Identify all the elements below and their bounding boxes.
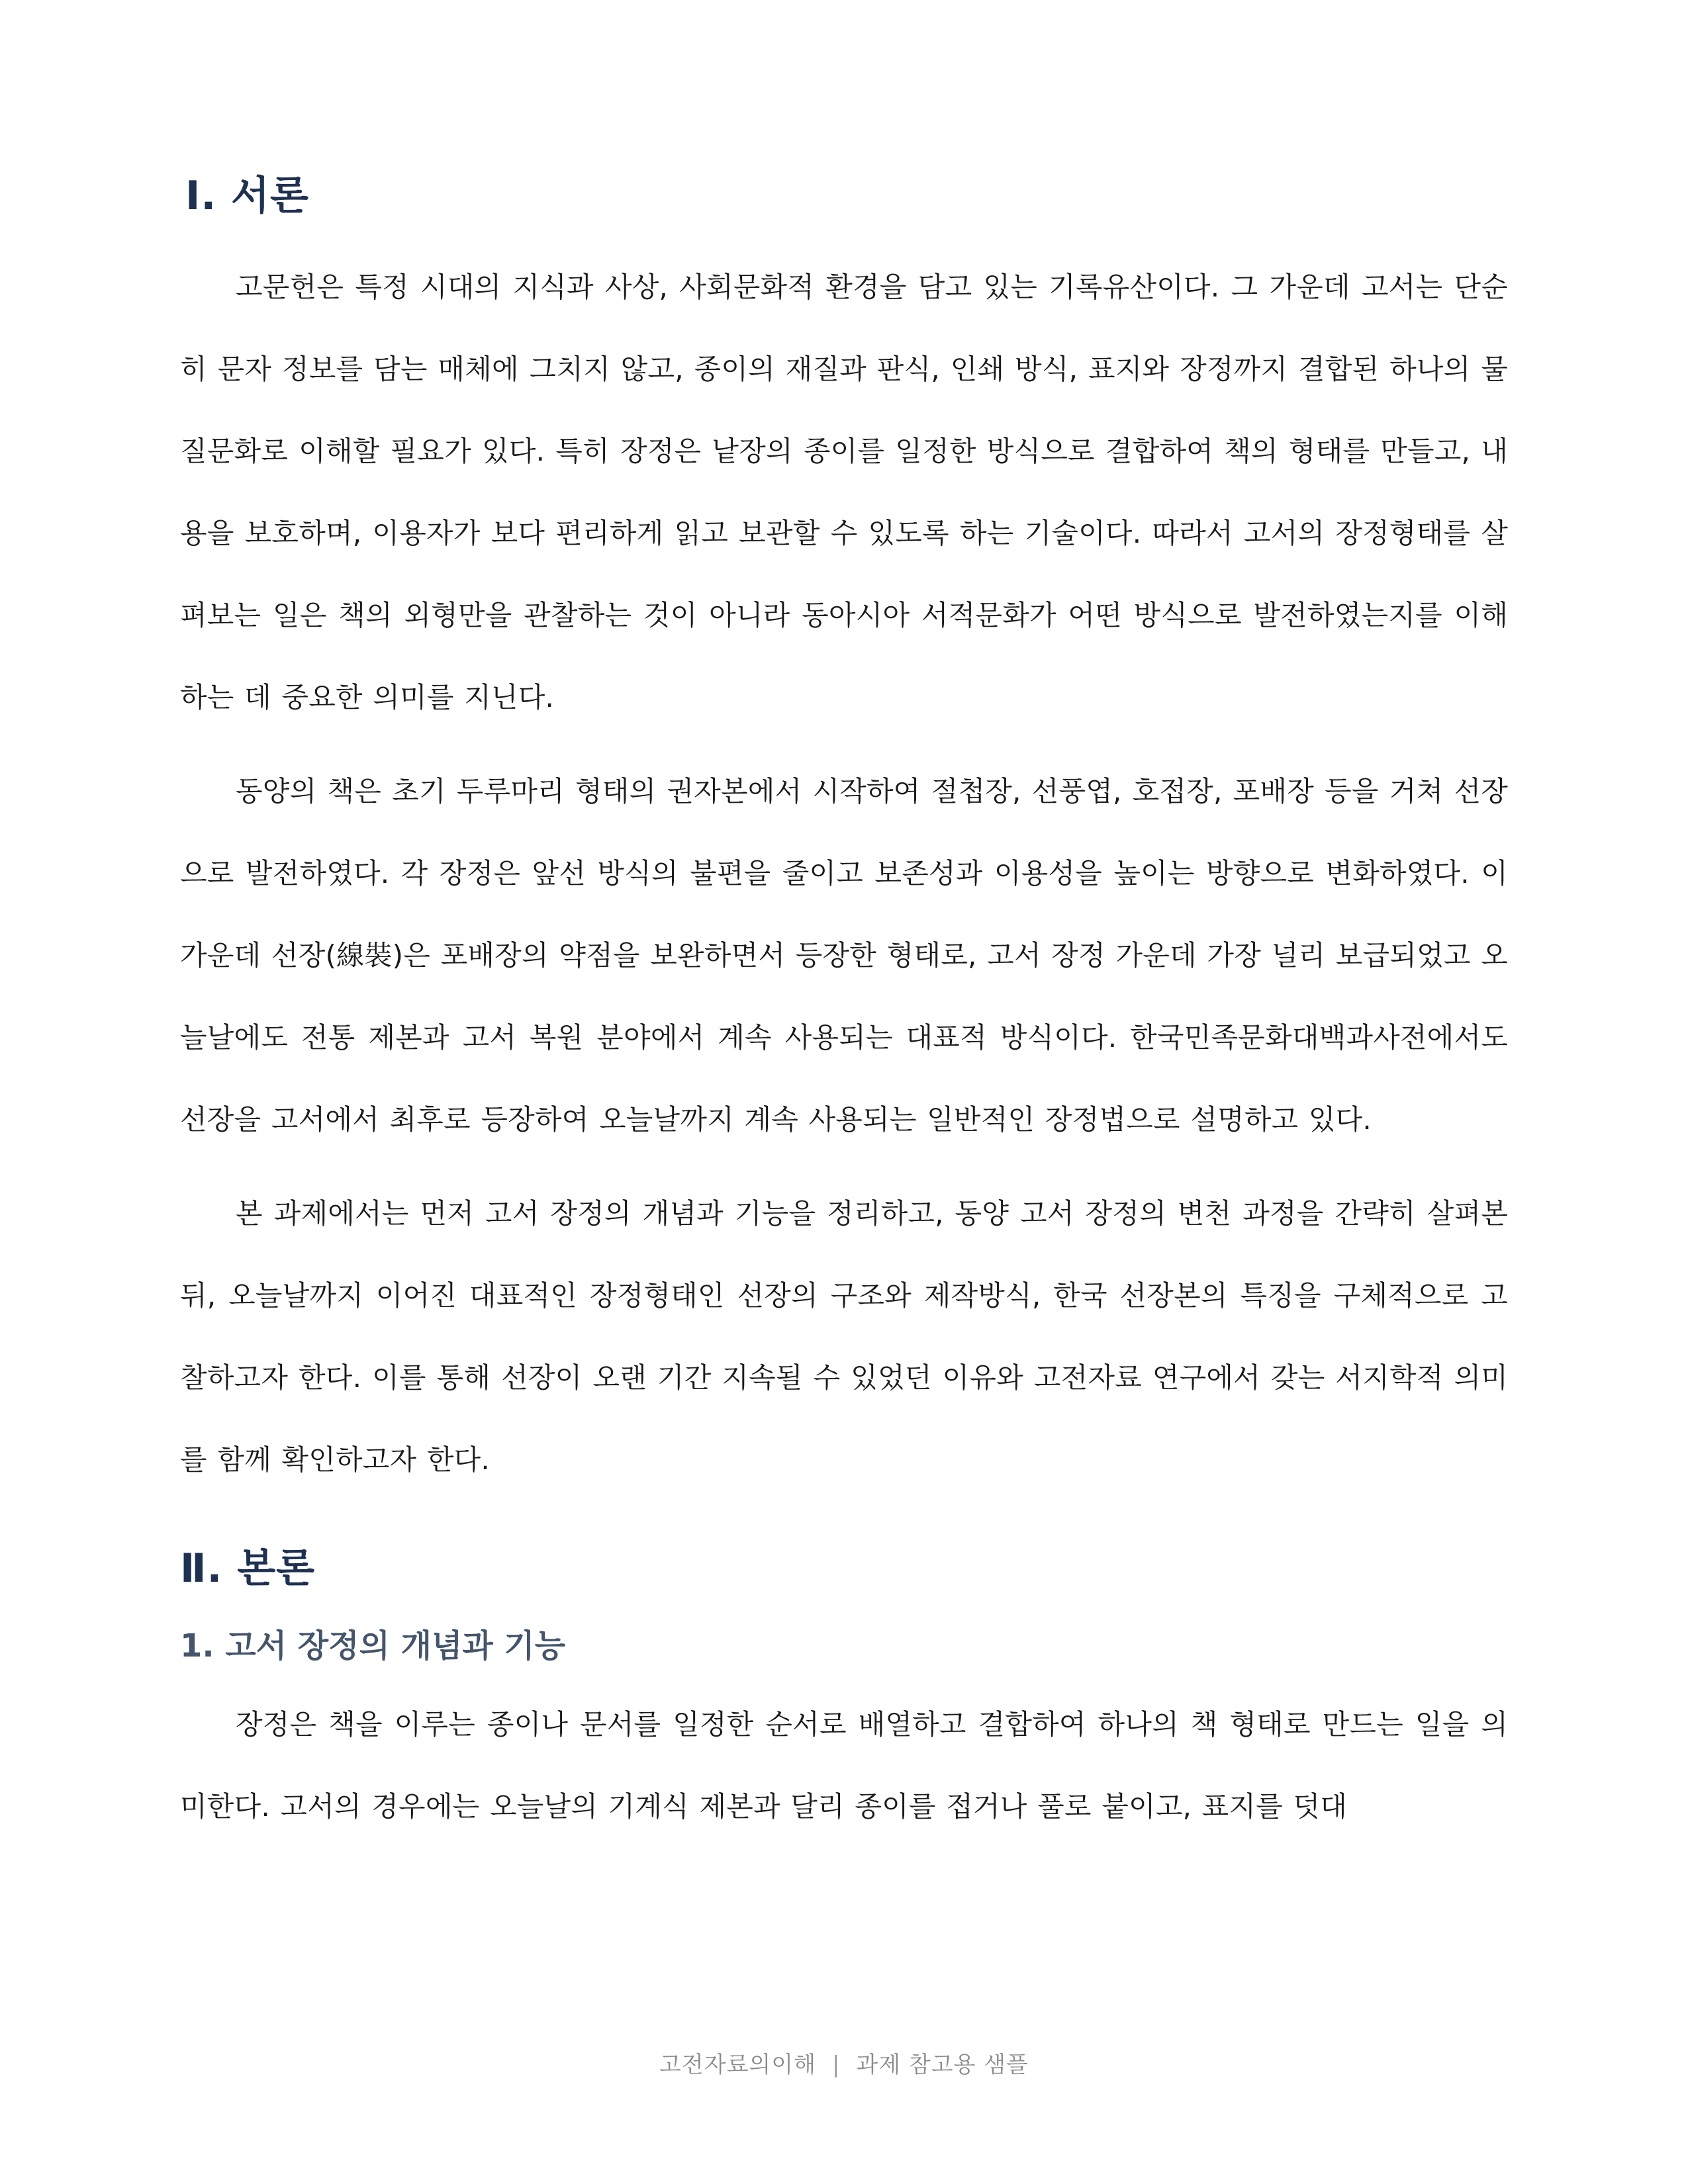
document-body [180,159,1508,1860]
footer-note: 과제 참고용 샘플 [856,2052,1029,2078]
main-paragraph-1: 장정은 책을 이루는 종이나 문서를 일정한 순서로 배열하고 결합하여 하나의 책 형태로 만드는 일을 의미한다. 고서의 경우에는 오늘날의 기계식 제본과 달리 종이를 접거나 풀로 붙이고, 표지를 덧대 [180,1708,1508,1823]
subsection-heading-concept-and-function: 1. 고서 장정의 개념과 기능 [180,1627,566,1664]
intro-paragraph-3: 본 과제에서는 먼저 고서 장정의 개념과 기능을 정리하고, 동양 고서 장정의 변천 과정을 간략히 살펴본 뒤, 오늘날까지 이어진 대표적인 장정형태인 선장의 구조와 제작방식, 한국 선장본의 특징을 구체적으로 고찰하고자 한다. 이를 통해 선장이 오랜 기간 지속될 수 있었던 이유와 고전자료 연구에서 갖는 서지학적 의미를 함께 확인하고자 한다. [180,1197,1508,1476]
page-footer [0,2046,1688,2079]
section-heading-introduction: Ⅰ. 서론 [185,173,309,219]
intro-paragraph-2: 동양의 책은 초기 두루마리 형태의 권자본에서 시작하여 절첩장, 선풍엽, 호접장, 포배장 등을 거쳐 선장으로 발전하였다. 각 장정은 앞선 방식의 불편을 줄이고 보존성과 이용성을 높이는 방향으로 변화하였다. 이 가운데 선장(線裝)은 포배장의 약점을 보완하면서 등장한 형태로, 고서 장정 가운데 가장 널리 보급되었고 오늘날에도 전통 제본과 고서 복원 분야에서 계속 사용되는 대표적 방식이다. 한국민족문화대백과사전에서도 선장을 고서에서 최후로 등장하여 오늘날까지 계속 사용되는 일반적인 장정법으로 설명하고 있다. [180,775,1508,1136]
footer-separator: | [831,2052,841,2078]
footer-course-name: 고전자료의이해 [659,2052,816,2078]
section-heading-main: Ⅱ. 본론 [180,1545,316,1592]
intro-paragraph-1: 고문헌은 특정 시대의 지식과 사상, 사회문화적 환경을 담고 있는 기록유산이다. 그 가운데 고서는 단순히 문자 정보를 담는 매체에 그치지 않고, 종이의 재질과 판식, 인쇄 방식, 표지와 장정까지 결합된 하나의 물질문화로 이해할 필요가 있다. 특히 장정은 낱장의 종이를 일정한 방식으로 결합하여 책의 형태를 만들고, 내용을 보호하며, 이용자가 보다 편리하게 읽고 보관할 수 있도록 하는 기술이다. 따라서 고서의 장정형태를 살펴보는 일은 책의 외형만을 관찰하는 것이 아니라 동아시아 서적문화가 어떤 방식으로 발전하였는지를 이해하는 데 중요한 의미를 지닌다. [180,271,1508,713]
